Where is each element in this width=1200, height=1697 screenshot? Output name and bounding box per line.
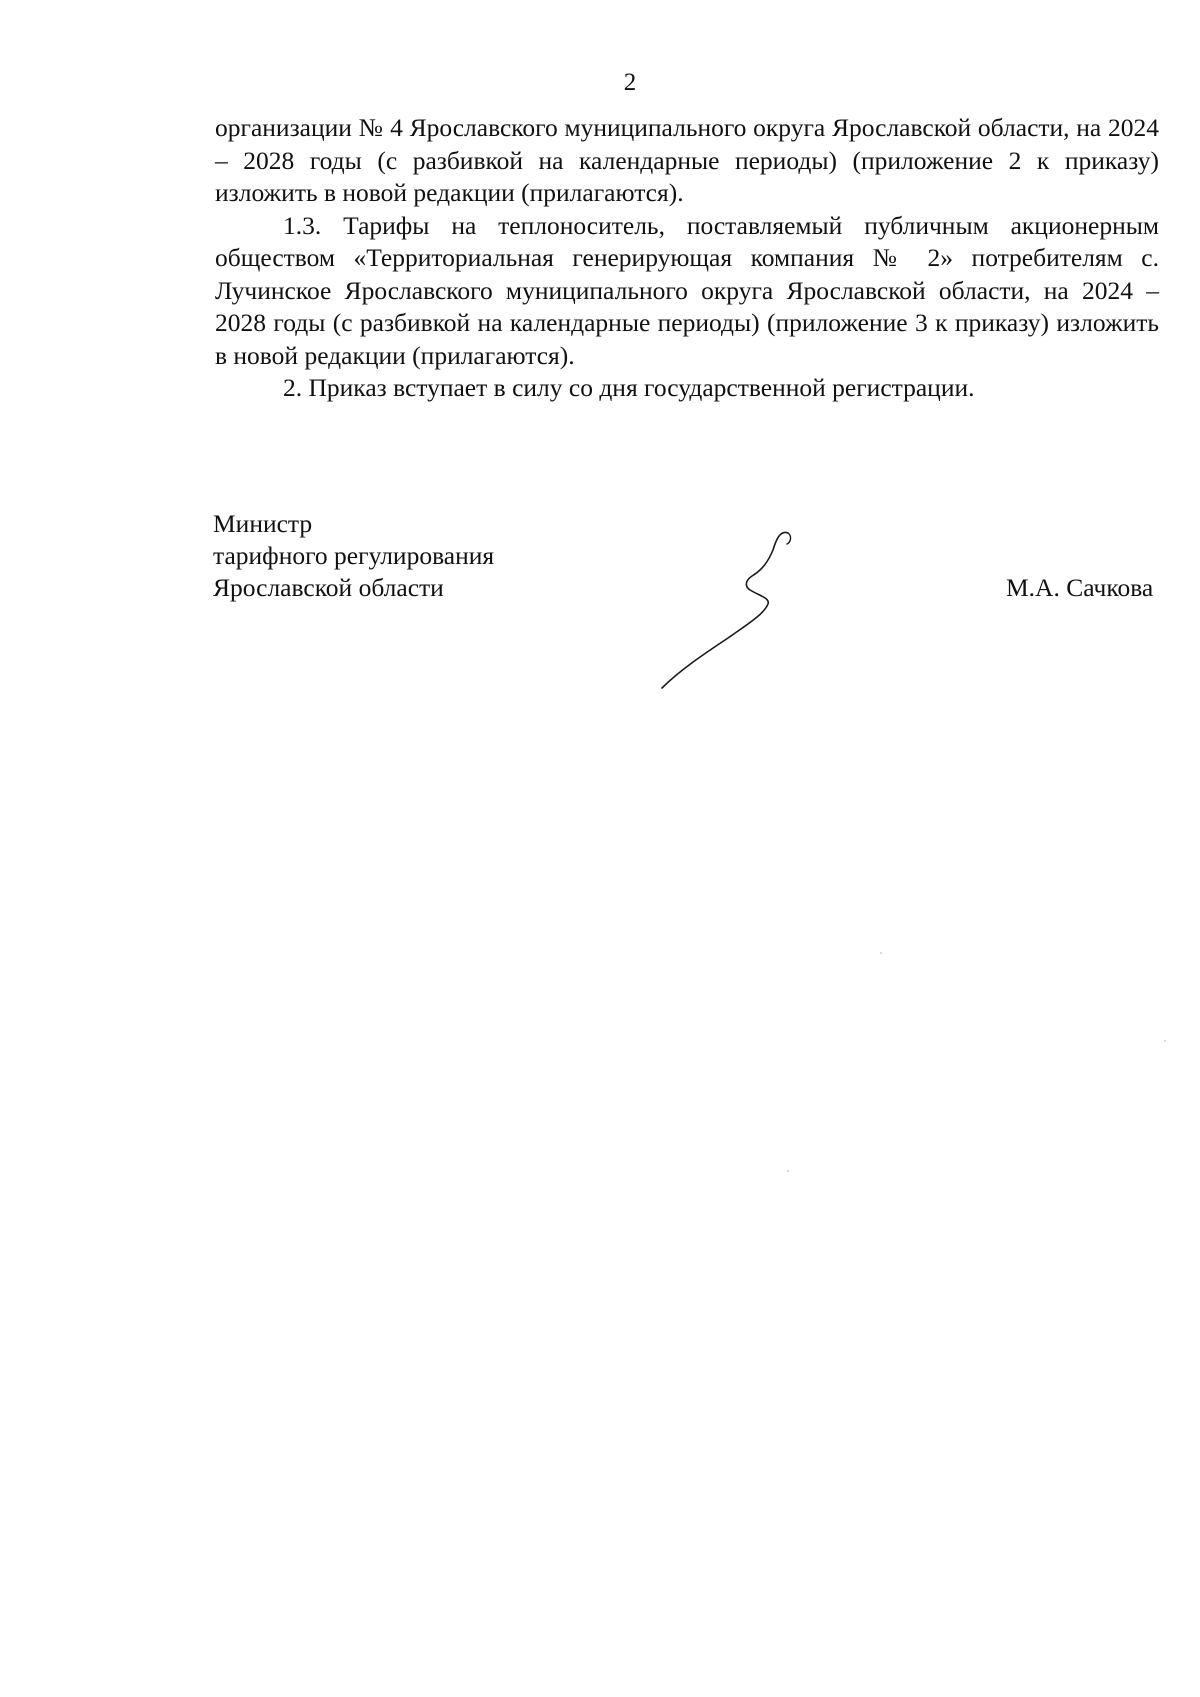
document-body	[215, 112, 1159, 405]
paragraph-item-1-3: 1.3. Тарифы на теплоноситель, поставляемый публичным акционерным обществом «Территориальная генерирующая компания № 2» потребителям с. Лучинское Ярославского муниципального округа Ярославской области, на 2024 – 2028 годы (с разбивкой на календарные периоды) (приложение 3 к приказу) изложить в новой редакции (прилагаются).	[215, 210, 1159, 370]
page-number: 2	[623, 69, 637, 96]
handwritten-signature	[660, 520, 810, 690]
paragraph-continuation: организации № 4 Ярославского муниципального округа Ярославской области, на 2024 – 2028 годы (с разбивкой на календарные периоды) (приложение 2 к приказу) изложить в новой редакции (прилагаются).	[215, 113, 1159, 207]
paragraph-item-2: 2. Приказ вступает в силу со дня государственной регистрации.	[283, 373, 975, 402]
position-line-title: Министр	[213, 509, 313, 538]
signatory-position	[213, 508, 494, 604]
scan-speck	[880, 952, 882, 954]
scan-speck	[1164, 1040, 1166, 1042]
position-line-department: тарифного регулирования	[213, 541, 495, 570]
position-line-region: Ярославской области	[213, 573, 444, 602]
scan-speck	[787, 1170, 789, 1172]
signer-name: М.А. Сачкова	[1006, 573, 1154, 602]
